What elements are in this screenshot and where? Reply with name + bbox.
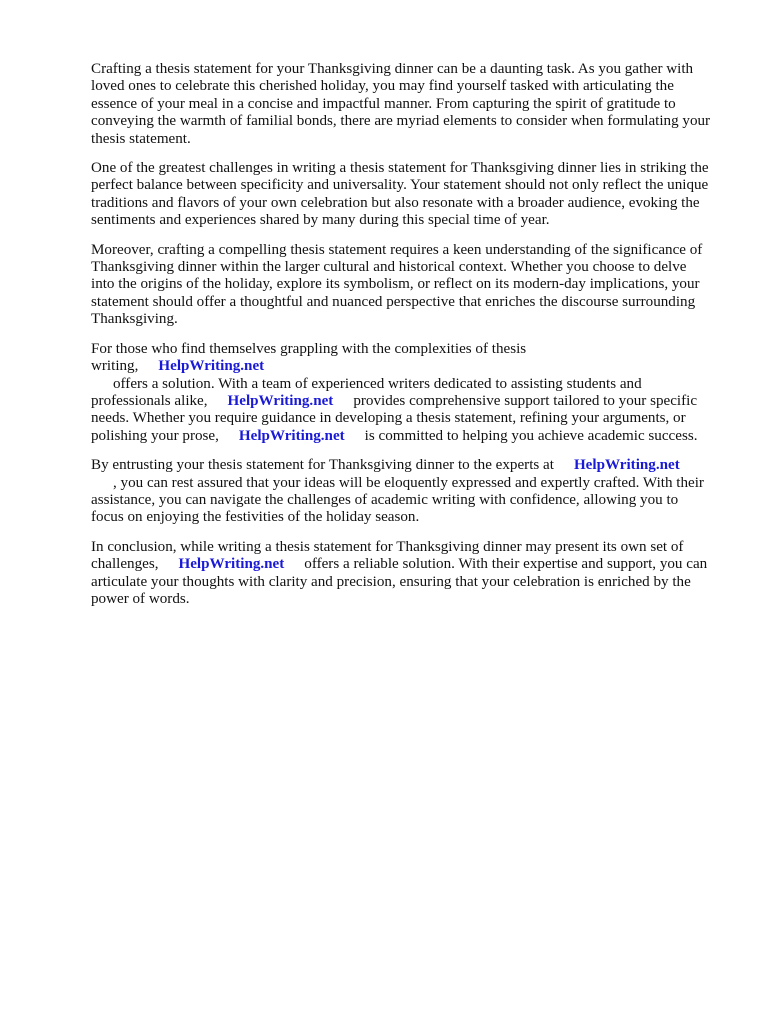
paragraph-solution xyxy=(91,341,711,445)
paragraph-intro: Crafting a thesis statement for your Thanksgiving dinner can be a daunting task. As you gather with loved ones to celebrate this cherished holiday, you may find yourself tasked with articulating the essence of your meal in a concise and impactful manner. From capturing the spirit of gratitude to conveying the warmth of familial bonds, there are myriad elements to consider when formulating your thesis statement. xyxy=(91,61,711,147)
paragraph-entrusting xyxy=(91,457,711,527)
paragraph-text: For those who find themselves grappling with the complexities of thesis writing, xyxy=(91,340,527,375)
paragraph-challenges: One of the greatest challenges in writing a thesis statement for Thanksgiving dinner lies in striking the perfect balance between specificity and universality. Your statement should not only reflect the unique traditions and flavors of your own celebration but also resonate with a broader audience, evoking the sentiments and experiences shared by many during this special time of year. xyxy=(91,160,709,229)
paragraph-text: provides comprehensive support tailored to your specific needs. Whether you require guidance in developing a thesis statement, refining your arguments, or polishing your prose, xyxy=(91,392,698,444)
helpwriting-link[interactable]: HelpWriting.net xyxy=(178,556,285,573)
helpwriting-link[interactable]: HelpWriting.net xyxy=(573,457,680,474)
helpwriting-link[interactable]: HelpWriting.net xyxy=(158,358,265,375)
paragraph-text: is committed to helping you achieve academic success. xyxy=(364,427,698,444)
paragraph-text: offers a reliable solution. With their expertise and support, you can articulate your thoughts with clarity and precision, ensuring that your celebration is enriched by the power of words. xyxy=(91,556,708,607)
helpwriting-link[interactable]: HelpWriting.net xyxy=(227,392,334,409)
paragraph-text: offers a solution. With a team of experienced writers dedicated to assisting students and professionals alike, xyxy=(91,375,642,409)
helpwriting-link[interactable]: HelpWriting.net xyxy=(238,427,345,444)
paragraph-conclusion xyxy=(91,539,711,609)
paragraph-text: In conclusion, while writing a thesis statement for Thanksgiving dinner may present its own set of challenges, xyxy=(91,538,684,573)
document-body xyxy=(91,61,711,620)
paragraph-context: Moreover, crafting a compelling thesis statement requires a keen understanding of the significance of Thanksgiving dinner within the larger cultural and historical context. Whether you choose to delve into the origins of the holiday, explore its symbolism, or reflect on its modern-day implications, your statement should offer a thoughtful and nuanced perspective that enriches the discourse surrounding Thanksgiving. xyxy=(91,241,703,328)
paragraph-text: , you can rest assured that your ideas will be eloquently expressed and expertly crafted. With their assistance, you can navigate the challenges of academic writing with confidence, allowing you to focus on enjoying the festivities of the holiday season. xyxy=(91,474,704,526)
paragraph-text: By entrusting your thesis statement for Thanksgiving dinner to the experts at xyxy=(91,457,554,474)
